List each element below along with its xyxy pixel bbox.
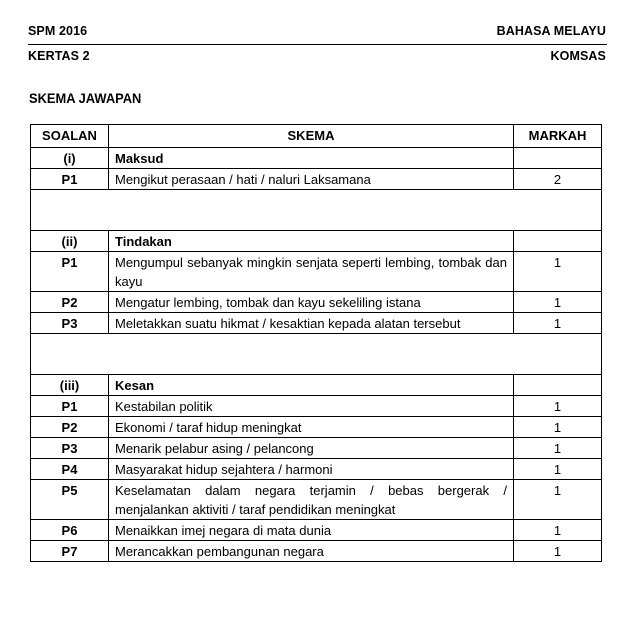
point-mark: 1	[514, 438, 602, 459]
column-header-skema: SKEMA	[109, 125, 514, 148]
exam-label: SPM 2016	[28, 24, 88, 38]
point-description: Ekonomi / taraf hidup meningkat	[109, 417, 514, 438]
spacer-cell	[31, 334, 602, 375]
point-code: P1	[31, 169, 109, 190]
section-heading-row	[31, 231, 602, 252]
table-row	[31, 480, 602, 520]
section-heading-row	[31, 375, 602, 396]
point-description: Keselamatan dalam negara terjamin / bebas bergerak / menjalankan aktiviti / taraf pendidikan meningkat	[109, 480, 514, 520]
column-header-markah: MARKAH	[514, 125, 602, 148]
point-code: P3	[31, 313, 109, 334]
header-rule	[28, 44, 607, 45]
point-description: Kestabilan politik	[109, 396, 514, 417]
point-mark: 1	[514, 252, 602, 292]
point-mark: 1	[514, 459, 602, 480]
point-mark: 1	[514, 480, 602, 520]
table-row	[31, 520, 602, 541]
point-description: Menaikkan imej negara di mata dunia	[109, 520, 514, 541]
table-row	[31, 541, 602, 562]
point-code: P1	[31, 396, 109, 417]
table-row	[31, 313, 602, 334]
section-mark-cell	[514, 375, 602, 396]
page-header-row-1	[28, 24, 606, 40]
point-description: Mengatur lembing, tombak dan kayu sekeliling istana	[109, 292, 514, 313]
table-row	[31, 438, 602, 459]
answer-scheme-table	[30, 124, 602, 562]
section-heading: Maksud	[109, 148, 514, 169]
point-mark: 1	[514, 417, 602, 438]
point-description: Menarik pelabur asing / pelancong	[109, 438, 514, 459]
section-mark-cell	[514, 148, 602, 169]
section-heading: Kesan	[109, 375, 514, 396]
point-mark: 1	[514, 541, 602, 562]
section-mark-cell	[514, 231, 602, 252]
point-code: P5	[31, 480, 109, 520]
point-mark: 1	[514, 313, 602, 334]
section-spacer-row	[31, 190, 602, 231]
point-mark: 1	[514, 292, 602, 313]
point-description: Meletakkan suatu hikmat / kesaktian kepada alatan tersebut	[109, 313, 514, 334]
point-mark: 2	[514, 169, 602, 190]
point-code: P2	[31, 292, 109, 313]
table-body	[31, 148, 602, 562]
point-code: P2	[31, 417, 109, 438]
column-header-soalan: SOALAN	[31, 125, 109, 148]
point-code: P1	[31, 252, 109, 292]
point-description: Masyarakat hidup sejahtera / harmoni	[109, 459, 514, 480]
section-number: (i)	[31, 148, 109, 169]
point-description: Merancakkan pembangunan negara	[109, 541, 514, 562]
table-row	[31, 292, 602, 313]
point-mark: 1	[514, 396, 602, 417]
document-title: SKEMA JAWAPAN	[29, 90, 142, 106]
paper-label: KERTAS 2	[28, 49, 90, 63]
spacer-cell	[31, 190, 602, 231]
point-description: Mengumpul sebanyak mingkin senjata seperti lembing, tombak dan kayu	[109, 252, 514, 292]
point-code: P7	[31, 541, 109, 562]
table-row	[31, 417, 602, 438]
section-spacer-row	[31, 334, 602, 375]
section-heading: Tindakan	[109, 231, 514, 252]
section-number: (iii)	[31, 375, 109, 396]
table-row	[31, 252, 602, 292]
point-description: Mengikut perasaan / hati / naluri Laksamana	[109, 169, 514, 190]
section-label: KOMSAS	[550, 49, 606, 63]
section-heading-row	[31, 148, 602, 169]
table-header-row	[31, 125, 602, 148]
page-header-row-2	[28, 49, 606, 65]
point-code: P6	[31, 520, 109, 541]
point-code: P3	[31, 438, 109, 459]
subject-label: BAHASA MELAYU	[496, 24, 606, 38]
section-number: (ii)	[31, 231, 109, 252]
point-code: P4	[31, 459, 109, 480]
point-mark: 1	[514, 520, 602, 541]
table-row	[31, 396, 602, 417]
table-row	[31, 169, 602, 190]
table-row	[31, 459, 602, 480]
